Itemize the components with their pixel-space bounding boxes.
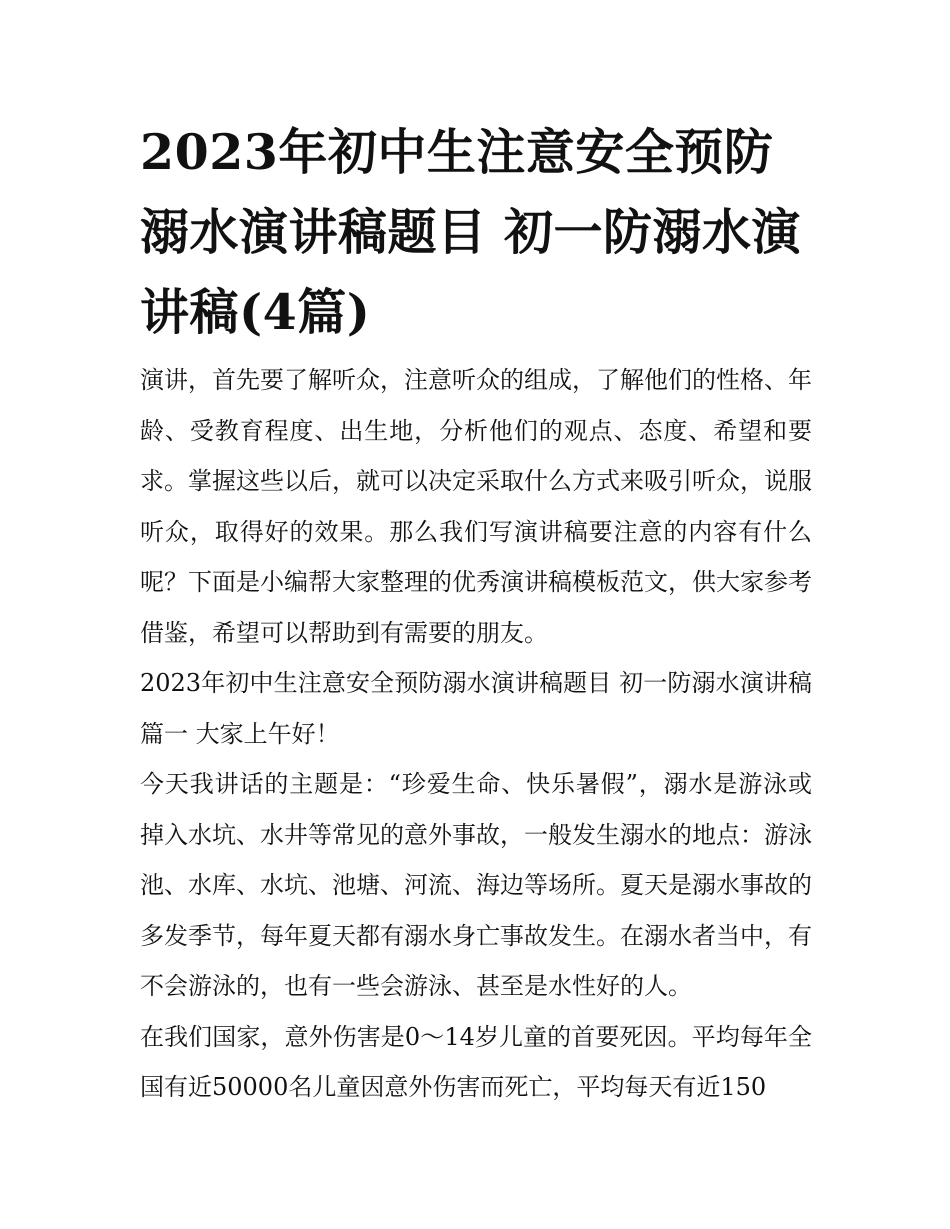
paragraph-theme: 今天我讲话的主题是：“珍爱生命、快乐暑假”，溺水是游泳或掉入水坑、水井等常见的意外事故，一般发生溺水的地点：游泳池、水库、水坑、池塘、河流、海边等场所。夏天是溺水事故的多发季节，每年夏天都有溺水身亡事故发生。在溺水者当中，有不会游泳的，也有一些会游泳、甚至是水性好的人。	[140, 770, 812, 1000]
paragraph-section-heading: 2023年初中生注意安全预防溺水演讲稿题目 初一防溺水演讲稿篇一 大家上午好！	[140, 669, 812, 748]
paragraph-statistics: 在我们国家，意外伤害是0～14岁儿童的首要死因。平均每年全国有近50000名儿童因意外伤害而死亡，平均每天有近150	[140, 1022, 812, 1101]
document-body	[140, 355, 812, 1113]
document-title: 2023年初中生注意安全预防溺水演讲稿题目 初一防溺水演讲稿(4篇)	[140, 123, 802, 341]
paragraph-intro: 演讲，首先要了解听众，注意听众的组成，了解他们的性格、年龄、受教育程度、出生地，分析他们的观点、态度、希望和要求。掌握这些以后，就可以决定采取什么方式来吸引听众，说服听众，取得好的效果。那么我们写演讲稿要注意的内容有什么呢？下面是小编帮大家整理的优秀演讲稿模板范文，供大家参考借鉴，希望可以帮助到有需要的朋友。	[140, 366, 812, 647]
